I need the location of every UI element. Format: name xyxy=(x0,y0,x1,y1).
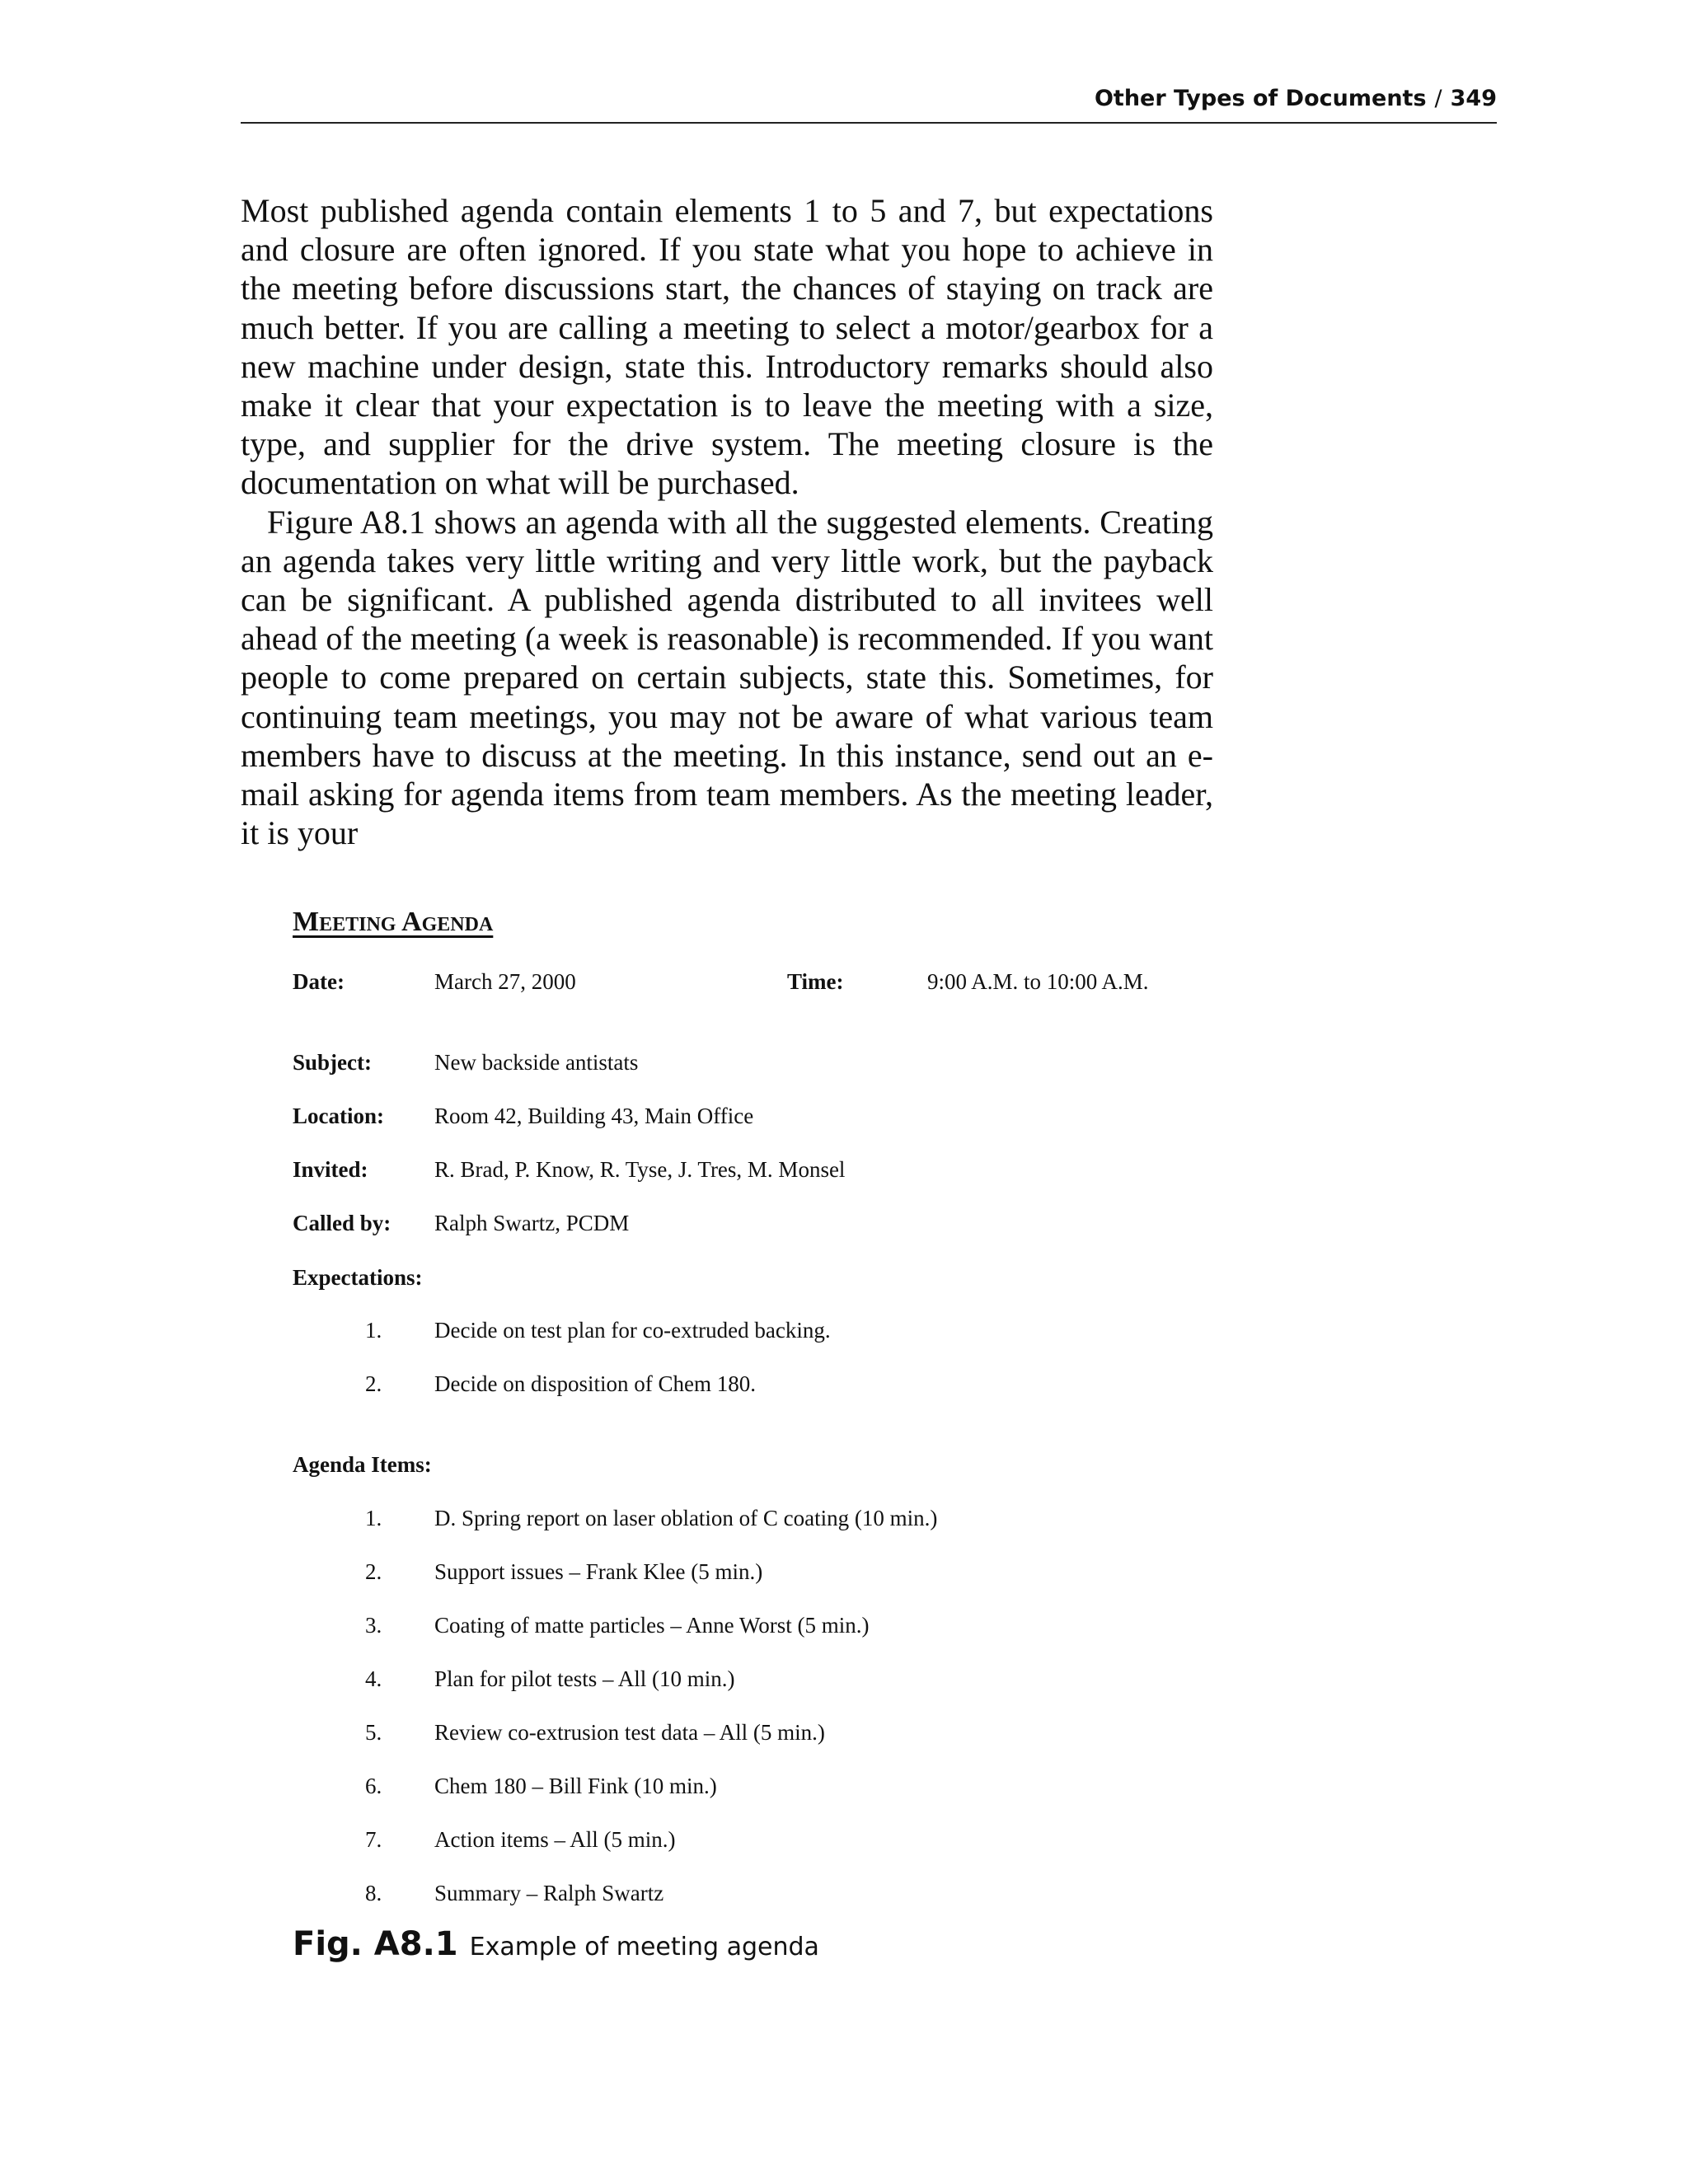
body-paragraph-2: Figure A8.1 shows an agenda with all the suggested elements. Creating an agenda takes very little writing and very little work, but the payback can be significant. A published agenda distributed to all invitees well ahead of the meeting (a week is reasonable) is recommended. If you want people to come prepared on certain subjects, state this. Sometimes, for continuing team meetings, you may not be aware of what various team members have to discuss at the meeting. In this instance, send out an e-mail asking for agenda items from team members. As the meeting leader, it is your xyxy=(241,503,1213,852)
agenda-called-by-row xyxy=(293,1211,630,1236)
agenda-item-number: 5. xyxy=(365,1720,382,1745)
body-paragraph-1: Most published agenda contain elements 1 to 5 and 7, but expectations and closure are often ignored. If you state what you hope to achieve in the meeting before discussions start, the chances of staying on track are much better. If you are calling a meeting to select a motor/gearbox for a new machine under design, state this. Introductory remarks should also make it clear that your expectation is to leave the meeting with a size, type, and supplier for the drive system. The meeting closure is the documentation on what will be purchased. xyxy=(241,192,1213,502)
figure-label: Fig. A8.1 xyxy=(293,1925,458,1963)
agenda-item-text: Summary – Ralph Swartz xyxy=(434,1881,664,1905)
location-value: Room 42, Building 43, Main Office xyxy=(434,1104,754,1128)
agenda-location-row xyxy=(293,1104,754,1129)
agenda-date-row xyxy=(293,969,1149,995)
agenda-items-label: Agenda Items: xyxy=(293,1452,432,1477)
agenda-item-number: 4. xyxy=(365,1666,382,1691)
agenda-item-number: 1. xyxy=(365,1506,382,1530)
invited-value: R. Brad, P. Know, R. Tyse, J. Tres, M. Monsel xyxy=(434,1157,846,1182)
figure-caption xyxy=(293,1925,819,1963)
called-by-label: Called by: xyxy=(293,1211,392,1235)
expectation-number: 1. xyxy=(365,1318,382,1343)
agenda-item-text: Plan for pilot tests – All (10 min.) xyxy=(434,1666,735,1691)
running-head xyxy=(241,82,1497,124)
body-text xyxy=(241,191,1213,852)
location-label: Location: xyxy=(293,1104,384,1128)
agenda-item-text: D. Spring report on laser oblation of C coating (10 min.) xyxy=(434,1506,938,1530)
expectation-text: Decide on test plan for co-extruded backing. xyxy=(434,1318,831,1343)
agenda-title: Meeting Agenda xyxy=(293,907,494,937)
agenda-item-number: 7. xyxy=(365,1827,382,1852)
date-value: March 27, 2000 xyxy=(434,969,576,994)
invited-label: Invited: xyxy=(293,1157,368,1182)
running-head-separator: / xyxy=(1434,86,1442,111)
expectation-text: Decide on disposition of Chem 180. xyxy=(434,1371,756,1396)
running-head-title: Other Types of Documents xyxy=(1094,86,1427,111)
agenda-invited-row xyxy=(293,1157,846,1183)
agenda-item-text: Review co-extrusion test data – All (5 min.) xyxy=(434,1720,825,1745)
date-label: Date: xyxy=(293,969,345,994)
agenda-item-text: Action items – All (5 min.) xyxy=(434,1827,676,1852)
called-by-value: Ralph Swartz, PCDM xyxy=(434,1211,630,1235)
subject-label: Subject: xyxy=(293,1050,372,1075)
agenda-item-number: 8. xyxy=(365,1881,382,1905)
expectation-number: 2. xyxy=(365,1371,382,1396)
page-number: 349 xyxy=(1450,86,1497,111)
agenda-item-text: Support issues – Frank Klee (5 min.) xyxy=(434,1559,763,1584)
agenda-item-number: 6. xyxy=(365,1774,382,1798)
expectations-label: Expectations: xyxy=(293,1265,423,1290)
time-label: Time: xyxy=(787,969,844,994)
agenda-subject-row xyxy=(293,1050,639,1076)
subject-value: New backside antistats xyxy=(434,1050,639,1075)
figure-caption-text: Example of meeting agenda xyxy=(469,1933,819,1961)
agenda-item-number: 2. xyxy=(365,1559,382,1584)
agenda-item-number: 3. xyxy=(365,1613,382,1638)
agenda-item-text: Chem 180 – Bill Fink (10 min.) xyxy=(434,1774,717,1798)
agenda-item-text: Coating of matte particles – Anne Worst (5 min.) xyxy=(434,1613,870,1638)
time-value: 9:00 A.M. to 10:00 A.M. xyxy=(927,969,1149,994)
